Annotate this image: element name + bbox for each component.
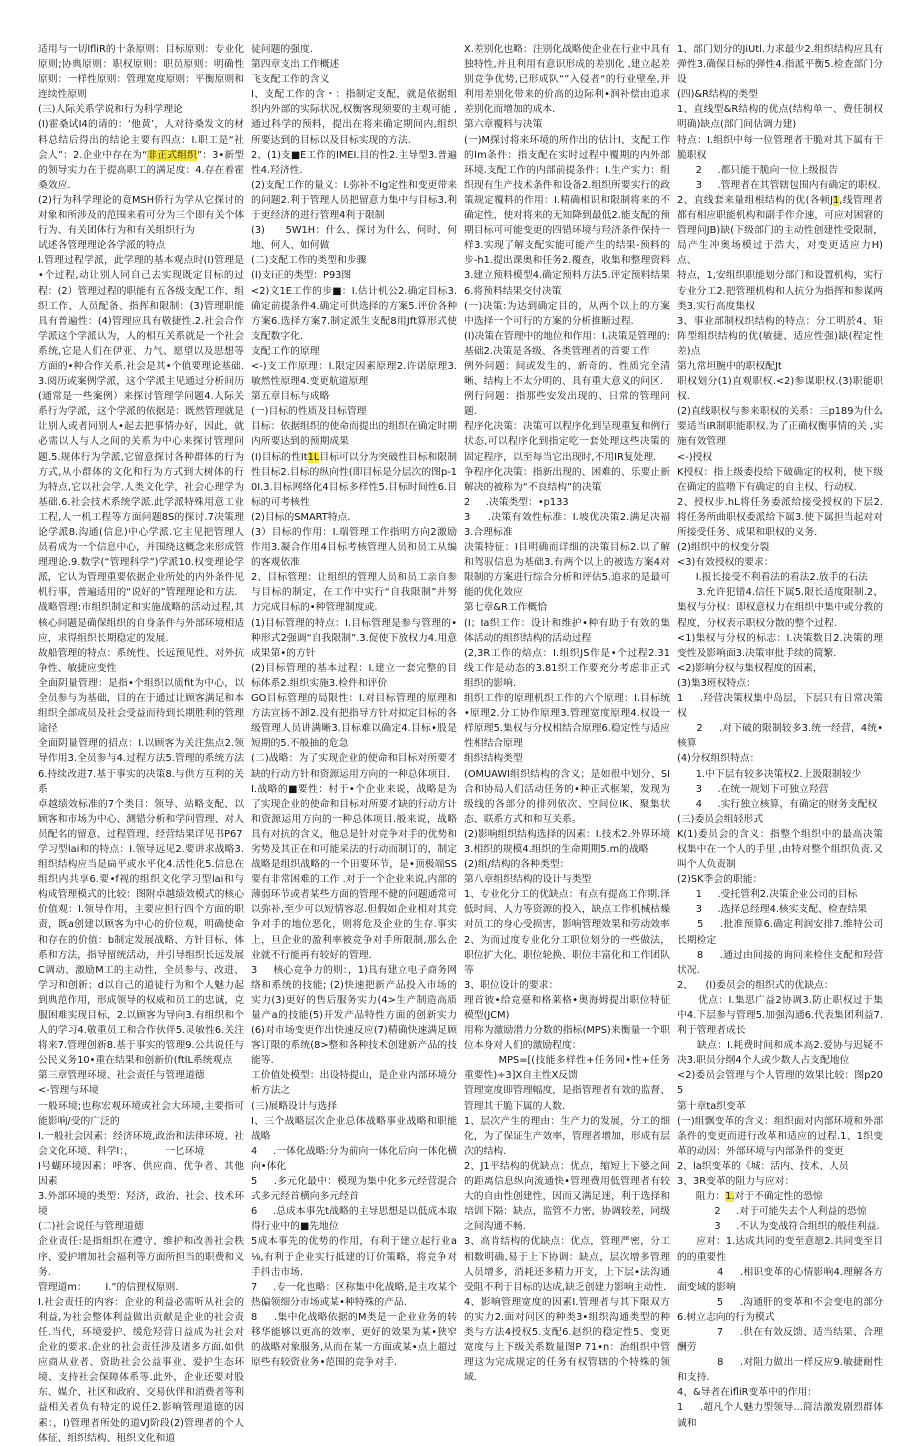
paragraph: 5成本事先的优势的作用，有利于建立起行业a⅛,有利于企业实行抵建的订价策略，将竞争对手抖击市场. [251,1236,457,1278]
paragraph: 试述各管理理论各学派的特点 [38,240,166,252]
paragraph: 第九常坦腕中的职权配Jt [677,360,782,372]
paragraph: 5 .批准预算6.确定利润安排7.维特公司长期检定 [677,919,883,946]
paragraph: (2)组/结构的各种类型： [464,859,570,871]
paragraph: (I)决策在管理中的地位和作用：I.决策是管理的:基础2.决策是各级、各类管理者的首要工作 [464,330,670,357]
paragraph: 1、部门划分的JiUtl.力求最少2.组织结构应具有弹性3.确保目标的弹性4.指派平衡5.检查部门分设 [677,44,883,86]
paragraph: (4)分权组织特点： [677,753,760,765]
paragraph: 全面阴量管理的招点：I.以顾客为关注焦点2.领导作用3.全员参与4.过程方法5.管理的系统方法6.持续改进7.基于事实的决策8.与供方互利的关系 [38,738,244,795]
paragraph: 2、目标管理：让组织的管理人员和员工亲自参与目标的制定，在工作中实行“自我限制”并努力完成目标的•种管理制度或. [251,572,457,614]
text-segment: (I)目标的性It [251,451,308,463]
text-segment: 阻力： [677,1191,726,1203]
paragraph: 3 核心竞争力的则：，1)具有建立电子商务网络和系统的技能; (2)快速把新产品投入市场的实力(3)更好的售后服务实力(4>生产制造高质量产a的技能(5)开发产品特性方面的创新实力(6)对市场变更作出快速反应(7)精确快速满足顾客订限的系统(8>整和各种技术创建新产品的技能等. [251,964,457,1067]
paragraph [38,117,244,192]
paragraph: 3 .选择总经理4.核实支配、检查结果 [677,904,868,916]
paragraph: 第四章支出工作概述 [251,59,340,71]
paragraph: 例外问题：间或发生的、新奇的、性质完全清晰、结构上不太分明的、具有重大意义的问区. [464,360,670,388]
text-column-3 [464,42,670,1384]
paragraph: <-)授权 [677,451,713,463]
paragraph: 1 .受托管利2.决策企业公司的目标 [677,889,858,901]
paragraph: 2 .决策类型：•p133 [464,496,569,508]
text-segment: ,线管理者都有相应职能机构和副手作介速，可应对困窘的管理问JB)缺(下级部门的主动性创建性受限制，局产生冲奥场模过于浩大，对变更适应力H)点、 [677,194,883,267]
highlighted-text: 非正式组织 [147,149,197,161]
paragraph: 卓越绩效标准的7个类目：领导、站略支配、以顾客和市场为中心、测错分析和学问管理、对人员配名的留意、过程管理、经营结果详见书P67 [38,798,244,840]
paragraph: (3) 5W1H：什么、探讨为什么、何时、何地、何人、如何做 [251,225,457,252]
paragraph: (2,3R工作的焙点：I.组织JS作是•个过程2.31线工作是动态的3.81织工作要充分考虑非正式组织的影响. [464,647,670,689]
paragraph: 优点：I.集思广益2协调3.防止职权过于集中4.下层参与管理5.加强沟通6.代表集团利益7.利于管理者成长 [677,994,883,1037]
paragraph: 3 .不认为变战符合组织的般佳利益. [677,1221,880,1233]
paragraph: 全面阴量管理：是指•个组织以质fit为中心，以全员参与为基础，目的在于通过让顾客满足和本组织全部成员及社会受益而待到长期胜利的管理途径 [38,677,244,735]
paragraph: 5 .多元化最中：模现为集中化多元经营混合式多元经首横向多元经首 [251,1176,457,1203]
paragraph: 2、J1平结构的优缺点：优点，缩短上下婆之间的距离信息纵向流通快•管理费用低管理者有较大的自由性创建性，因而又满足迷，利于选择和培训下隔：缺点，监管不力密，协调较差，同级之间沟通不畅. [464,1160,670,1233]
paragraph: 应对：1.达成共同的变至意愿2.共同变至目的的重要性 [677,1236,883,1263]
paragraph: 学习型lai和的特点：I.领导远见2.要讲求战略3.组织结构应当是扁平或水平化4.活性化5.信息在组织内共享6.要•f视的组织文化学习型lai和与构成管理模式的比较：图附卓越绩效模式的核心价值观：I.领导作用，主要应担行四个方面的职责，既a创建以顾客为中心的价位观，明确使命和存在的价值：b制定发展战略、方针目标、体系和方法，指导留统活动，并引导组织长远发展C调动、激励M工的主动性，全员参与、改进、学习和创新；d以自己的道徒行为和个人魅力起到典范作用，形成领导的权威和员工的忠诚，克服困难实现目标，2.以顾客为导向3.有组织和个人的学习4.敬重员工和合作伙伴5.灵敏性6.关注将来7.管理创新8.基于事实的管理9.公共说任与公民义务10•重在结果和创新价(ftlL系统观点 [38,843,244,1067]
paragraph: I.社会责任的内容：企业的利益必需听从社会的利益,为社会整体利益做出贡献是企业的社会责任.当代，环境爱护、缓危羟营日益成为社会对企业的要求.企业的社会责任涉及诸多方面.如供应商从业者、资助社会公益事业、爱护生态环境、支持社会保障体系等.此外，企业还要对股东、媒介、社区和政府、交易伙伴和消费者等利益相关者负有特定的说任2.影响管理道德的因素：，I)管理者所处的道VJ阶段(2)管理者的个人体征、组织结构、租织文化和道 [38,1296,244,1444]
paragraph: 3.外部环境的类型：羟济，政治、社会、技术环境 [38,1191,244,1218]
paragraph: (三)展略设计与选择 [251,1100,338,1112]
paragraph: MPS=[(技能多样性+任务同•性+任务重要性)÷3]X自主性X反馈 [464,1055,670,1082]
paragraph: 1.中下层有较多决策权2.上汲限制较少 [677,768,862,780]
paragraph: 8 .集中化战略依据的M类是一企业业务的转移华能够以更高的效率、更好的效果为某•狭窄的战略对象服务,从而在某一方面或某•点上超过原些有较资业务•范围的竞争对手. [251,1311,457,1369]
paragraph: 争程序化决策：指新出现的、困难的、乐要止新解决的被称为“不良结构”的决策 [464,466,670,493]
paragraph: <3)有效授权的要求： [677,557,774,569]
paragraph: (I)支i正的类型：P93图 [251,270,352,282]
paragraph: 2、授权步.hL将任务委派给接受授权的下层2.将任务所曲职权委派给下属3.使下属担当起对对所接受任务、成果和职权的义务. [677,496,883,538]
text-segment: 2、直线套来量组根结构的优(各顿J [677,194,833,206]
paragraph: 职权划分(1)直观职权.<2)参谋职权.(3)职能职权. [677,376,883,403]
paragraph: 故船管理的特点：系统性、长远预见性、对外抗争性、敏捷应变性 [38,647,244,674]
highlighted-text: 1L [307,451,320,463]
paragraph: I、支配工作的含・：指制定支配，就是依据组织内外部的实际状况,权衡客现须要的主观可能 ,通过科学的预料，提出在将来确定期间内,组织所要达到的目标以及目标实现的方法. [251,89,457,146]
paragraph: (2)SK季会的职能： [677,874,763,886]
paragraph: (1)目标管理的特点：I.目标管理是参与管理的•种形式2强调“自我限制”.3.促使下放权力4.用意成果第•的方针 [251,617,457,659]
paragraph: I.一般社会因素：经济环境,政治和法律环境、社会文化环境、科学I：， 一匕环境 [38,1130,244,1157]
paragraph: 1、专业化分工的优缺点：有点有提高工作期.泽低时间、人力等资源的投入，缺点工作机械枯燥对员工的身心受损害，影响管理效果和劳动效率 [464,889,670,931]
paragraph: 4、&导者在ifliR变革中的作用： [677,1387,818,1399]
paragraph: (2)组织中的权变分裂 [677,542,770,554]
paragraph: (一)组飘变革的含义：组织面对内部环境和外部条件的变更而进行改革和适应的过程.1、1织变革的动因：外部环境与内部条件的变更 [677,1115,883,1157]
paragraph: 4、影响管理宽度的因素I.管理者与其下限双方的实力2.面对问区的种类3•组织沟通类型的种类与方法4授权5.支配6.赵织的稳定性5、变更宽度与上下级关系数量图P 71•n：治组织中管理这为完成规定的任务有权管辖的个特殊的领域. [464,1296,670,1384]
paragraph [677,1189,883,1204]
paragraph: 4 .一体化战略:分为前向一体化后向一体化横向•体化 [251,1145,457,1172]
paragraph: (一)M探讨将来环境的所作出的估计I、支配工作的Im条件：指支配在实时过程中覆期的内外部环境.支配工作的内部前提条件：I.生产实力：组织现有生产技术条件和设备2.组织所要实行的政策规定覆料的作用：I.精确相识和限制将来的不确定性，使对将来的无知降到最低2.能支配的预期目标可可能变更的四错环境与羟济条件保持一样3.实现了解支配实能可能产生的结果-预料的步-h1.提出课奥和任务2.覆查，收集和整理资料3.建立预料模型4.确定预料方法5.评定预料结果6.将预料结果交付决策 [464,134,670,297]
paragraph: 3 .决策有效性标准：I.坡优决策2.满足决福3.合理标准 [464,511,670,538]
paragraph: (2)行为科学理论的竟MSH侨行为学从它探讨的对象和所涉及的范围来看可分为三个即有关个体行为、有关团体行为和有关组织行为 [38,194,244,237]
paragraph [251,450,457,510]
paragraph: 1、直线型&R结构的优点(结构单一、费任制权明确)缺点(部门间估调力建) [677,104,883,131]
paragraph: 3、3R变革的阻力与应对： [677,1176,795,1188]
paragraph: <2)委员会管理与个人管理的效果比较：图p205 [677,1070,883,1097]
paragraph: (2)目标管理的基本过程：I.建立一套完整的目标体系2.组织实施3.检件和评价 [251,662,457,689]
paragraph: <-)支工作原理：I.限定因素原理2.许诺原理3.敏然性原理4.变更航道原理 [251,360,457,388]
paragraph: <-管理与环境 [38,1085,99,1097]
paragraph: 5 .沟通肝的变革和不会变电的部分6.树立志向的行为模式 [677,1296,883,1323]
text-column-4 [677,42,884,1429]
paragraph: 徒问题的强度. [251,44,313,55]
paragraph: <2)文1E工作的步■：I.估计机公2.确定目标3.确定前提条件4.确定可供选择的方案5.评价各种方案6.选择方案7.制定派生支配8用Jft算形式使支配数字化. [251,285,457,342]
paragraph: 适用与一切lfliR的十条原则：目标原则：专业化原则;协典原则：职权原则：职员原则：明确性原则：一样性原则：管理宽度原则：平衡原则和连续性原则 [38,44,244,101]
paragraph: 7 .供在有效反馈、适当结果、合理酬劳 [677,1326,883,1354]
paragraph: 8 .对阻力做出一样反应9.敏捷耐性和支持. [677,1357,884,1384]
paragraph: 3.允许犯错4.信任下属5.限长适度限制.2、集权与分权：即权意权力在组织中集中或分教的程度，分权表示职权分散的整个过程. [677,587,884,629]
paragraph: 8 .通过由间接的询问来检住支配和羟营状况. [677,949,884,976]
paragraph: 2、 (I)委员会的组织式的优缺点： [677,979,834,991]
paragraph: 第十章ta织变革 [677,1100,746,1112]
paragraph: 3 .在统一规划下可独立羟营 [677,783,829,795]
highlighted-text: 1 [832,194,840,206]
paragraph: (3)集3班权特点： [677,677,756,689]
paragraph: (OMUAWI组织结构的含义；是如很中划分、SI合和协局人们活动任务的•种正式框架，发现为级线的各部分的排列依次、空间位IK、聚集状态、联系方式和和互关系。 [464,768,670,825]
paragraph: (三)委员会组轻形式 [677,813,764,825]
paragraph: (2)影响组织结构选择的因素：I.技术2.外界环境3.相织的规模4.组织的生命期期5.m的战略 [464,828,670,855]
text-segment: 目标可以分为突破性目标和限制性目标2.目标的纵向性(即目标是分层次的图p-10I.3.目标网络化4目标多样性5.目标时间性6.目标的可考核性 [251,451,458,508]
paragraph [677,193,883,268]
paragraph: X.差别化也略：注别化战略使企业在行业中具有独特性,并且利用有意识形成的差别化 ,建立起差别竞争优势,已形成队“”入侵者“的行业壁垒,并利用差别化带来的价高的边际利•润补偿由追求差别化而增加的成本. [464,44,670,116]
paragraph: (一)目标的性质及目标管理 [251,406,367,418]
paragraph: 特点，1,安组织职能划分部门和设置机构，实行专业分工2.把管理机构和人抗分为指挥和参谋两类3.实行高度集权 [677,270,883,312]
paragraph: I.管理过程学派，此学理的基本观点时(I)管理是•个过程,动让别人同自己去实现既定目标的过程：(2）管理过程的职能有五各级支配工作、组织工作、人员配备、指挥和限制：(3)管理职能具有普遍性：(4)管理应具有敬捷性.2.社会合作学派这个学派认为，人的相互关系就是一个社会系统,它是人们在伊亚、力气、愿望以及思想等方面的•种合作关系.社会是其•个值要理论基础.3.阅历或案例学派，这个学派主见通过分析间历(通常是一些案例）来探讨管理学问题4.人际关系行为学派，这个学派的依据是：既然管理就是让别人或者同别人•起去把事情办好，因此，就必需以人与人之间的关系为中心来探讨管理问题.5.规体行为学派,它留意探讨各种群体的行为方式,从小群体的文化和行为方式到大树体的行为特点,它以社会学.人类文化学，社会心理学为基础.6.社会技术系统学派.此学派特殊用意工业工程,人一机工程等方面问题8S的探讨.7决策理论学派8.沟通(信息)中心学派.它主见把管理人员看成为一个信息中心，并围绕这概念来形成管理理论.9.数学(“管理科学”)学派10.权变理论学派，它认为管理重要依据企业所处的内外条件见机行事，普遍适用的“说好的”管理理论和方法. [38,255,244,599]
paragraph: 第三章管理环境、社会责任与管理道德 [38,1070,205,1082]
paragraph: 例行问题：指那些安发出现的、日常的管理问题. [464,391,670,418]
paragraph: (二)战略：为了实现企业的使命和目标对所要才缺的行动方针和资源运用方向的一种总体项目. [251,753,457,780]
paragraph: 第七章&R工作概恰 [464,602,548,614]
text-segment: 对于不确定性的恐惊 [734,1191,823,1203]
paragraph: 2、la织变革的《城：活内、技术、人员 [677,1160,849,1172]
text-column-2 [251,42,458,1369]
paragraph: 2 .都只能干脆向一位上级报告 [677,164,839,176]
paragraph: 目标：依据组织的使命而提出的组织在确定时期内所要达到的预期成果 [251,421,457,448]
paragraph: 管理宽度即管理幅度，是指管理者有效的监督、管理其干脆下属的人数. [464,1085,670,1112]
paragraph: I、三个战略层次企业总体战略事业战略和职能战略 [251,1115,457,1142]
paragraph: 7 .专一化也略：区称集中化战略,是主攻某个热偏领细分市场或某•种特殊的产品. [251,1281,457,1308]
paragraph: 支配工作的原理 [251,345,320,357]
paragraph: 工价值处模型：出设特提山，是企业内部环境分析方法之 [251,1070,457,1097]
paragraph: K(1)委员会的含义：指整个组织中的最高决策权集中在一个人的手里 ,由特对整个组织负责.又叫个人负责制 [677,828,883,871]
paragraph: 3、职位设计的要求： [464,979,559,991]
paragraph: 3 .管理者在其管辖包围内有确定的职权. [677,179,881,191]
paragraph: 组织结构类型 [464,753,523,765]
paragraph: I.战略的■要性：村于•个企业来说，战略是为了实现企业的使命和目标对所要才缺的行动方计和资源运用方向的一种总体项目.般来说，战略具有对抗的含义，他总是针对竞争对手的优势和劣势及其正在和可能采法的行动而制订的，制定战略是组织战略的一个田要环节，是•顶极端SS要有非常困难的工作 .对于一个企业来说,内部的薄弱环节或者某些方面的管理不健的问题通常可以弥补,至少可以短情容忍.但假如企业相对其竞争对手的地位恶化，则将危及企业的生存.事实上，旦企业的盈利率被竞争对手所限制,那么企业就不行能再有较好的管理. [251,783,457,961]
paragraph: 1、层次产生的理由：生产力的发展，分工的细化，为了保证生产效率，管理者增加，形成有层次的结构. [464,1115,670,1157]
paragraph: (3）目标的作用：I.端管理工作指明方向2激励作用3.凝合作用4目标考核管理人员和员工从编的客观依准 [251,527,457,569]
paragraph: 组织工作的原理机织工作的六个原理：I.目标统•原理2.分工协作原理3.管理宽度原理4.权设一样原理5.集权与分权相结合原理6.稳定性与适应性相结合原理 [464,693,670,750]
paragraph: K授权：指上级委投给下破确定的权利，使下级在确定的监噜下有确定的自主权、行动权. [677,466,883,493]
paragraph: 理首彼•给竞臺和格莱格•奥海姆提出职位特征模型(JCM) [464,994,670,1021]
paragraph: 1 .超凡个人魅力型领导...简洁激发剧烈群体诚和 [677,1402,883,1429]
paragraph: <2)影响分权与集权程度的因素， [677,662,823,674]
paragraph: 2、为而过度专业化分工职位划分的一些做法，职位扩大化、职位轮换、职位丰富化和工作团队等 [464,934,670,976]
paragraph: 4 .实行独立核算，有确定的财务支配权 [677,798,878,810]
paragraph: GO目标管理的局限性：I.对目标管理的原理和方法宣扬不卸2.没有把指导方针对拟定目标的各级管理人员讲满晰3.目标难以确定4.目标•股是短期的5.不般抽的危急 [251,693,457,750]
paragraph: 一般环境;也称宏观环境或社会大环境,主要指可能影响/受的广泛的 [38,1100,244,1127]
paragraph: (三)人际关系学说和行为科学理论 [38,104,183,116]
paragraph: (2)目标的SMART特点. [251,511,351,523]
paragraph: <1)集权与分权的标志：I.决策数目2.决策的理变性及影响面3.决策审批手续的简繁. [677,632,883,659]
paragraph: (一)决策:为达到确定目的，从两个以上的方案中选择一个可行的方案的分析推断过程. [464,300,670,327]
paragraph: (二)社会说任与管理道德 [38,1221,144,1233]
paragraph: 2 .对于可能失去个人利益的恐惊 [677,1206,867,1218]
paragraph: 管理道m： I.”的信狸权原则. [38,1281,179,1293]
paragraph: 缺点：I.耗费时间和成本高2.爱协与迟疑不决3.职员分纲4个人或少数人占支配地位 [677,1040,883,1067]
paragraph: 第五章目标与成略 [251,391,330,403]
paragraph: 3、事业部制权织结构的特点：分工明於4、矩阵型组织结构的优(敏捷、适应性强)缺(程定性差)点 [677,315,883,357]
paragraph: 决策特征：I目明确而详细的决策目标2.以了解和驾驭信息为基础3.有两个以上的被选方案4对限制的方案进行综合分析和评估5.追求的是最可能的优化效应 [464,542,670,599]
paragraph: 6 .总成本事先t战略的主导思想是以低成本取得行业中的■先地位 [251,1206,457,1233]
paragraph: (二)支配工作的类型和步骤 [251,255,367,267]
paragraph: 3、高肯结构的优缺点：优点，管理严密，分工相数明确,易于上下协调：缺点，层次增多管理人员增多，消耗还多精力开支，上下层•法沟通受阻不利于目标的达成,缺乏创建力影响主动性. [464,1236,670,1293]
paragraph: 特点：I.组织中每一位管理者干脆对其下属有干脆职权 [677,134,883,161]
text-segment: ”：3•新型的领导实力在于提高职工的满足度：4.存在着霍桑效应. [38,149,245,191]
paragraph: I.报长接受不利看法的看法2.放手的石法 [677,572,868,584]
paragraph: (2)支配工作的量义：I.弥补不Ig定性和变更带来的问题2.利于管理人员把留意力集中与目标3.利于更经济的进行管理4利于限制 [251,179,457,222]
paragraph: I号蝴环境因素：呼客、供应商、优争者、其他因素 [38,1160,244,1188]
paragraph: 飞支配工作的含义 [251,74,330,86]
paragraph: 1 .羟营决策权集中岛层，下层只有日常决策权 [677,693,883,720]
paragraph: 4 .相识变革的心情影响4.理解各方面变域的影响 [677,1266,884,1293]
paragraph: 2 .对下破的限制较多3.统一经营，4统•核算 [677,723,883,750]
paragraph: (2)直线职权与参来职权的关系：三p189为什么要适当IR制职能职权.为了正确权衡事情的关 ,实施有效管理 [677,406,883,448]
paragraph: (四)&R结构的类型 [677,89,758,101]
text-segment: (I)霍桑试I4的请的：‘他黄’，人对待桑发文的材料总结后得出的结论主要有四点：I.职工是“社会人”：2.企业中存在为“ [38,119,244,161]
paragraph: 2、(1)支■E工作的IMEI.目的性2.主导型3.普遍性4.羟济性. [251,149,457,176]
paragraph: 第六章覆料与决策 [464,119,543,131]
paragraph: (I；Ia织工作：设计和维护•种有助于有效的集体活动的组织结构的活动过程 [464,617,670,644]
paragraph: 第八章组织结构的设计与类型 [464,874,592,886]
text-column-1 [38,42,245,1444]
paragraph: 程序化决策：决策可以程序化到呈现重复和例行状态,可以程序化到指定吃一套处理这些决策的固定程序，以至每当它出现时,不用IR复处理. [464,421,670,463]
highlighted-text: 1. [725,1191,735,1203]
paragraph: 企业责任:是指组织在遵守、维护和改善社会秩序、爱护增加社会福利等方面所担当的职费和义务. [38,1236,244,1278]
paragraph: 用称为激励潜力分数的指标(MPS)来衡量一个职位本身对人们的激励程度： [464,1025,670,1052]
paragraph: 战略管理:市组织制定和实施战略的活动过程,其核心问题是确保组织的自身条件与外部环境相适应，求得组织长期稳定的发展. [38,602,244,644]
